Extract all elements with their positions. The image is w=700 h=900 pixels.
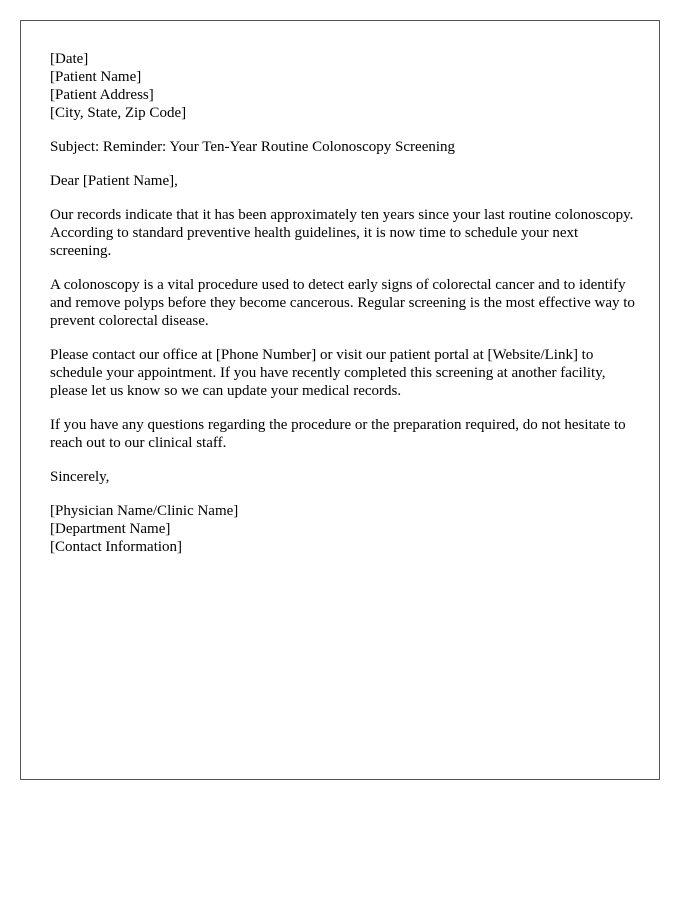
patient-address-line: [Patient Address] bbox=[50, 87, 154, 103]
subject-line: Subject: Reminder: Your Ten-Year Routine Colonoscopy Screening bbox=[50, 139, 456, 155]
paragraph-contact: Please contact our office at [Phone Number] or visit our patient portal at [Website/Link] to schedule your appointment. If you have recently completed this screening at another facility, please let us know so we can update your medical records. bbox=[50, 347, 606, 399]
physician-clinic-line: [Physician Name/Clinic Name] bbox=[50, 503, 239, 519]
paragraph-procedure: A colonoscopy is a vital procedure used to detect early signs of colorectal cancer and to identify and remove polyps before they become cancerous. Regular screening is the most effective way to prevent colorectal disease. bbox=[50, 277, 635, 329]
date-line: [Date] bbox=[50, 51, 89, 67]
paragraph-questions: If you have any questions regarding the procedure or the preparation required, do not hesitate to reach out to our clinical staff. bbox=[50, 417, 626, 451]
patient-name-line: [Patient Name] bbox=[50, 69, 142, 85]
letter-page bbox=[20, 20, 660, 780]
salutation: Dear [Patient Name], bbox=[50, 173, 178, 189]
recipient-header bbox=[50, 50, 635, 122]
department-line: [Department Name] bbox=[50, 521, 171, 537]
city-state-zip-line: [City, State, Zip Code] bbox=[50, 105, 187, 121]
paragraph-records: Our records indicate that it has been approximately ten years since your last routine colonoscopy. According to standard preventive health guidelines, it is now time to schedule your next screening. bbox=[50, 207, 634, 259]
signature-block bbox=[50, 502, 635, 556]
letter-body bbox=[50, 50, 635, 572]
contact-info-line: [Contact Information] bbox=[50, 539, 183, 555]
closing: Sincerely, bbox=[50, 469, 110, 485]
